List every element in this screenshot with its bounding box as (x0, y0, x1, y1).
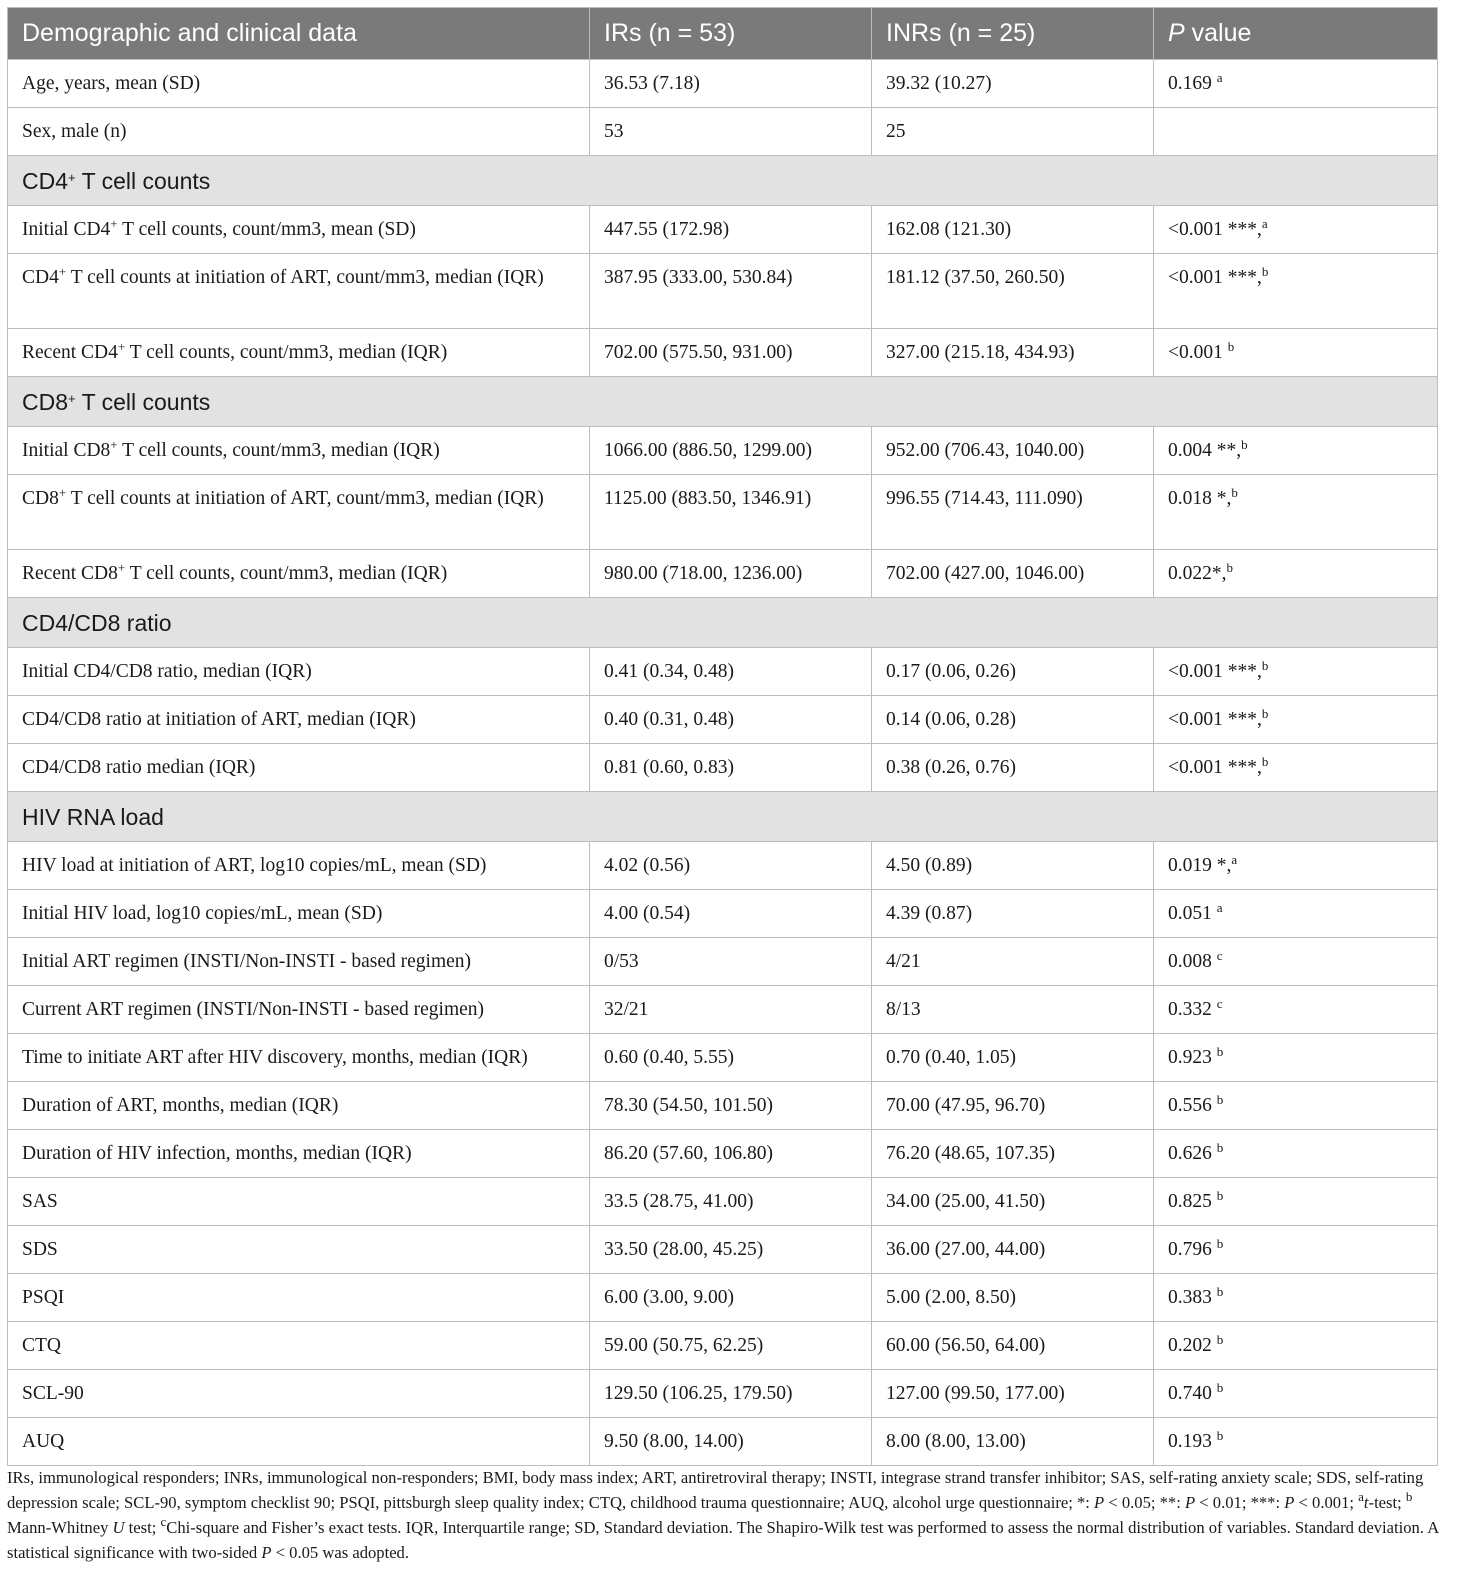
inrs-value: 36.00 (27.00, 44.00) (872, 1226, 1154, 1274)
irs-value: 0.41 (0.34, 0.48) (590, 648, 872, 696)
p-value-test-marker: b (1216, 1284, 1224, 1299)
p-value-test-marker: b (1216, 1332, 1224, 1347)
inrs-value: 0.14 (0.06, 0.28) (872, 696, 1154, 744)
p-value (1154, 890, 1438, 938)
p-value-test-marker: b (1261, 754, 1269, 769)
row-label: CTQ (8, 1322, 590, 1370)
header-p-italic: P (1168, 19, 1185, 47)
row-label: Duration of HIV infection, months, median (IQR) (8, 1130, 590, 1178)
section-heading: CD8+ T cell counts (8, 377, 1438, 427)
footnote-italic: P (1185, 1493, 1196, 1512)
table-row (8, 60, 1438, 108)
section-heading: CD4+ T cell counts (8, 156, 1438, 206)
row-label: SAS (8, 1178, 590, 1226)
p-value (1154, 1082, 1438, 1130)
inrs-value: 25 (872, 108, 1154, 156)
p-value-text: <0.001 ***, (1168, 709, 1262, 730)
p-value (1154, 648, 1438, 696)
row-label: CD4/CD8 ratio median (IQR) (8, 744, 590, 792)
inrs-value: 127.00 (99.50, 177.00) (872, 1370, 1154, 1418)
irs-value: 33.5 (28.75, 41.00) (590, 1178, 872, 1226)
row-label: Recent CD8+ T cell counts, count/mm3, median (IQR) (8, 550, 590, 598)
table-body (8, 60, 1438, 1466)
superscript-plus: + (58, 485, 67, 500)
p-value (1154, 206, 1438, 254)
p-value (1154, 475, 1438, 550)
inrs-value: 0.70 (0.40, 1.05) (872, 1034, 1154, 1082)
row-label: Initial CD4/CD8 ratio, median (IQR) (8, 648, 590, 696)
footnote-text: Mann-Whitney (7, 1518, 113, 1537)
p-value (1154, 1130, 1438, 1178)
row-label: Duration of ART, months, median (IQR) (8, 1082, 590, 1130)
p-value-test-marker: b (1216, 1188, 1224, 1203)
irs-value: 78.30 (54.50, 101.50) (590, 1082, 872, 1130)
irs-value: 6.00 (3.00, 9.00) (590, 1274, 872, 1322)
table-row (8, 1130, 1438, 1178)
p-value (1154, 938, 1438, 986)
header-p-value (1154, 8, 1438, 60)
p-value-text: 0.018 *, (1168, 488, 1232, 509)
p-value-test-marker: b (1216, 1236, 1224, 1251)
irs-value: 32/21 (590, 986, 872, 1034)
table-row (8, 1226, 1438, 1274)
section-row (8, 598, 1438, 648)
superscript-plus: + (68, 169, 76, 185)
irs-value: 0.40 (0.31, 0.48) (590, 696, 872, 744)
p-value-test-marker: a (1216, 900, 1223, 915)
superscript-plus: + (117, 339, 126, 354)
section-heading: HIV RNA load (8, 792, 1438, 842)
footnote-italic: P (261, 1543, 272, 1562)
row-label: Initial CD8+ T cell counts, count/mm3, median (IQR) (8, 427, 590, 475)
inrs-value: 181.12 (37.50, 260.50) (872, 254, 1154, 329)
table-row (8, 254, 1438, 329)
p-value-text: <0.001 (1168, 342, 1228, 363)
p-value-test-marker: b (1216, 1140, 1224, 1155)
inrs-value: 5.00 (2.00, 8.50) (872, 1274, 1154, 1322)
inrs-value: 952.00 (706.43, 1040.00) (872, 427, 1154, 475)
table-row (8, 938, 1438, 986)
p-value (1154, 744, 1438, 792)
footnote-text: Chi-square and Fisher’s exact tests. IQR, Interquartile range; SD, Standard deviation. The Shapiro-Wilk test was performed to assess the normal distribution of variables. Standard deviation. A statistical significance with two-sided (7, 1518, 1439, 1562)
p-value-text: 0.051 (1168, 903, 1217, 924)
table-header-row (8, 8, 1438, 60)
superscript-plus: + (110, 437, 118, 452)
irs-value: 86.20 (57.60, 106.80) (590, 1130, 872, 1178)
irs-value: 447.55 (172.98) (590, 206, 872, 254)
p-value (1154, 1274, 1438, 1322)
p-value-text: 0.626 (1168, 1143, 1217, 1164)
section-row (8, 156, 1438, 206)
p-value (1154, 1034, 1438, 1082)
table-row (8, 1418, 1438, 1466)
irs-value: 387.95 (333.00, 530.84) (590, 254, 872, 329)
table-row (8, 550, 1438, 598)
inrs-value: 76.20 (48.65, 107.35) (872, 1130, 1154, 1178)
row-label: PSQI (8, 1274, 590, 1322)
footnote-italic: P (1094, 1493, 1105, 1512)
p-value (1154, 986, 1438, 1034)
table-row (8, 108, 1438, 156)
p-value-text: <0.001 ***, (1168, 661, 1262, 682)
irs-value: 702.00 (575.50, 931.00) (590, 329, 872, 377)
table-row (8, 329, 1438, 377)
p-value (1154, 1322, 1438, 1370)
irs-value: 53 (590, 108, 872, 156)
table-row (8, 696, 1438, 744)
inrs-value: 60.00 (56.50, 64.00) (872, 1322, 1154, 1370)
p-value-test-marker: b (1261, 706, 1269, 721)
row-label: AUQ (8, 1418, 590, 1466)
p-value-text: 0.383 (1168, 1287, 1217, 1308)
p-value-test-marker: b (1216, 1380, 1224, 1395)
irs-value: 1125.00 (883.50, 1346.91) (590, 475, 872, 550)
footnote-text: < 0.001; (1294, 1493, 1359, 1512)
irs-value: 0.81 (0.60, 0.83) (590, 744, 872, 792)
p-value (1154, 254, 1438, 329)
table-row (8, 986, 1438, 1034)
header-irs: IRs (n = 53) (590, 8, 872, 60)
inrs-value: 4/21 (872, 938, 1154, 986)
p-value-text: 0.169 (1168, 73, 1217, 94)
table-row (8, 1274, 1438, 1322)
inrs-value: 34.00 (25.00, 41.50) (872, 1178, 1154, 1226)
row-label: CD4/CD8 ratio at initiation of ART, median (IQR) (8, 696, 590, 744)
header-p-rest: value (1184, 19, 1252, 47)
table-row (8, 1178, 1438, 1226)
p-value-text: <0.001 ***, (1168, 219, 1262, 240)
inrs-value: 4.39 (0.87) (872, 890, 1154, 938)
p-value-test-marker: b (1216, 1092, 1224, 1107)
p-value-text: <0.001 ***, (1168, 757, 1262, 778)
row-label: Time to initiate ART after HIV discovery, months, median (IQR) (8, 1034, 590, 1082)
p-value-test-marker: c (1216, 948, 1223, 963)
superscript-plus: + (58, 264, 67, 279)
irs-value: 0.60 (0.40, 5.55) (590, 1034, 872, 1082)
p-value-text: 0.332 (1168, 999, 1217, 1020)
irs-value: 33.50 (28.00, 45.25) (590, 1226, 872, 1274)
p-value-test-marker: b (1261, 264, 1269, 279)
p-value (1154, 108, 1438, 156)
p-value-test-marker: b (1261, 658, 1269, 673)
row-label: SCL-90 (8, 1370, 590, 1418)
p-value (1154, 1418, 1438, 1466)
irs-value: 4.00 (0.54) (590, 890, 872, 938)
row-label: Initial HIV load, log10 copies/mL, mean (SD) (8, 890, 590, 938)
section-row (8, 792, 1438, 842)
row-label: Initial CD4+ T cell counts, count/mm3, mean (SD) (8, 206, 590, 254)
p-value (1154, 427, 1438, 475)
footnote-text: IRs, immunological responders; INRs, immunological non-responders; BMI, body mass index; ART, antiretroviral therapy; INSTI, integrase strand transfer inhibitor; SAS, self-rating anxiety scale; SDS, self-rating depression scale; SCL-90, symptom checklist 90; PSQI, pittsburgh sleep quality index; CTQ, childhood trauma questionnaire; AUQ, alcohol urge questionnaire; *: (7, 1468, 1424, 1512)
p-value (1154, 60, 1438, 108)
p-value-text: 0.556 (1168, 1095, 1217, 1116)
p-value-text: 0.004 **, (1168, 440, 1242, 461)
p-value-test-marker: b (1227, 339, 1235, 354)
header-inrs: INRs (n = 25) (872, 8, 1154, 60)
footnote-superscript: c (160, 1514, 167, 1529)
table-row (8, 890, 1438, 938)
table-row (8, 475, 1438, 550)
p-value (1154, 1226, 1438, 1274)
table-row (8, 648, 1438, 696)
footnote-text: < 0.05 was adopted. (271, 1543, 410, 1562)
footnote-italic: U (112, 1518, 125, 1537)
footnote-superscript: b (1405, 1489, 1413, 1504)
table-row (8, 206, 1438, 254)
row-label: HIV load at initiation of ART, log10 copies/mL, mean (SD) (8, 842, 590, 890)
p-value-test-marker: c (1216, 996, 1223, 1011)
demographic-clinical-table (7, 7, 1438, 1466)
table-row (8, 1322, 1438, 1370)
p-value-test-marker: a (1216, 70, 1223, 85)
row-label: Initial ART regimen (INSTI/Non-INSTI - based regimen) (8, 938, 590, 986)
footnote-text: < 0.05; **: (1104, 1493, 1185, 1512)
p-value-text: 0.923 (1168, 1047, 1217, 1068)
row-label: SDS (8, 1226, 590, 1274)
inrs-value: 39.32 (10.27) (872, 60, 1154, 108)
p-value-text: 0.825 (1168, 1191, 1217, 1212)
irs-value: 980.00 (718.00, 1236.00) (590, 550, 872, 598)
row-label: Recent CD4+ T cell counts, count/mm3, median (IQR) (8, 329, 590, 377)
p-value (1154, 1370, 1438, 1418)
row-label: Current ART regimen (INSTI/Non-INSTI - based regimen) (8, 986, 590, 1034)
inrs-value: 327.00 (215.18, 434.93) (872, 329, 1154, 377)
footnote-italic: t (1363, 1493, 1369, 1512)
irs-value: 1066.00 (886.50, 1299.00) (590, 427, 872, 475)
p-value-test-marker: b (1226, 560, 1233, 575)
table-row (8, 1034, 1438, 1082)
p-value-text: <0.001 ***, (1168, 267, 1262, 288)
irs-value: 4.02 (0.56) (590, 842, 872, 890)
footnote-superscript: a (1358, 1489, 1364, 1504)
table-row (8, 1370, 1438, 1418)
p-value (1154, 329, 1438, 377)
p-value-text: 0.740 (1168, 1383, 1217, 1404)
inrs-value: 4.50 (0.89) (872, 842, 1154, 890)
row-label: CD8+ T cell counts at initiation of ART, count/mm3, median (IQR) (8, 475, 590, 550)
superscript-plus: + (110, 216, 118, 231)
footnote-text: < 0.01; ***: (1195, 1493, 1285, 1512)
p-value-text: 0.796 (1168, 1239, 1217, 1260)
inrs-value: 8/13 (872, 986, 1154, 1034)
row-label: CD4+ T cell counts at initiation of ART, count/mm3, median (IQR) (8, 254, 590, 329)
p-value (1154, 696, 1438, 744)
irs-value: 0/53 (590, 938, 872, 986)
inrs-value: 702.00 (427.00, 1046.00) (872, 550, 1154, 598)
p-value-test-marker: a (1231, 852, 1238, 867)
p-value-test-marker: b (1231, 485, 1238, 500)
p-value-text: 0.008 (1168, 951, 1217, 972)
p-value (1154, 842, 1438, 890)
inrs-value: 996.55 (714.43, 111.090) (872, 475, 1154, 550)
p-value-text: 0.193 (1168, 1431, 1217, 1452)
p-value (1154, 550, 1438, 598)
section-row (8, 377, 1438, 427)
footnote-text: test; (124, 1518, 161, 1537)
irs-value: 36.53 (7.18) (590, 60, 872, 108)
row-label: Sex, male (n) (8, 108, 590, 156)
p-value-test-marker: b (1216, 1044, 1224, 1059)
p-value-text: 0.019 *, (1168, 855, 1232, 876)
irs-value: 129.50 (106.25, 179.50) (590, 1370, 872, 1418)
table-footnote (7, 1465, 1447, 1565)
p-value-test-marker: b (1216, 1428, 1224, 1443)
table-row (8, 744, 1438, 792)
p-value-test-marker: b (1241, 437, 1248, 452)
p-value-text: 0.202 (1168, 1335, 1217, 1356)
section-heading: CD4/CD8 ratio (8, 598, 1438, 648)
irs-value: 9.50 (8.00, 14.00) (590, 1418, 872, 1466)
p-value-text: 0.022*, (1168, 563, 1227, 584)
inrs-value: 0.38 (0.26, 0.76) (872, 744, 1154, 792)
footnote-italic: P (1284, 1493, 1295, 1512)
table-row (8, 1082, 1438, 1130)
table-row (8, 427, 1438, 475)
inrs-value: 70.00 (47.95, 96.70) (872, 1082, 1154, 1130)
superscript-plus: + (68, 390, 76, 406)
inrs-value: 162.08 (121.30) (872, 206, 1154, 254)
header-demographic-clinical-data: Demographic and clinical data (8, 8, 590, 60)
row-label: Age, years, mean (SD) (8, 60, 590, 108)
table-row (8, 842, 1438, 890)
inrs-value: 8.00 (8.00, 13.00) (872, 1418, 1154, 1466)
table-container (7, 7, 1437, 1466)
irs-value: 59.00 (50.75, 62.25) (590, 1322, 872, 1370)
p-value (1154, 1178, 1438, 1226)
superscript-plus: + (117, 560, 126, 575)
p-value-test-marker: a (1261, 216, 1268, 231)
footnote-text: -test; (1368, 1493, 1406, 1512)
inrs-value: 0.17 (0.06, 0.26) (872, 648, 1154, 696)
